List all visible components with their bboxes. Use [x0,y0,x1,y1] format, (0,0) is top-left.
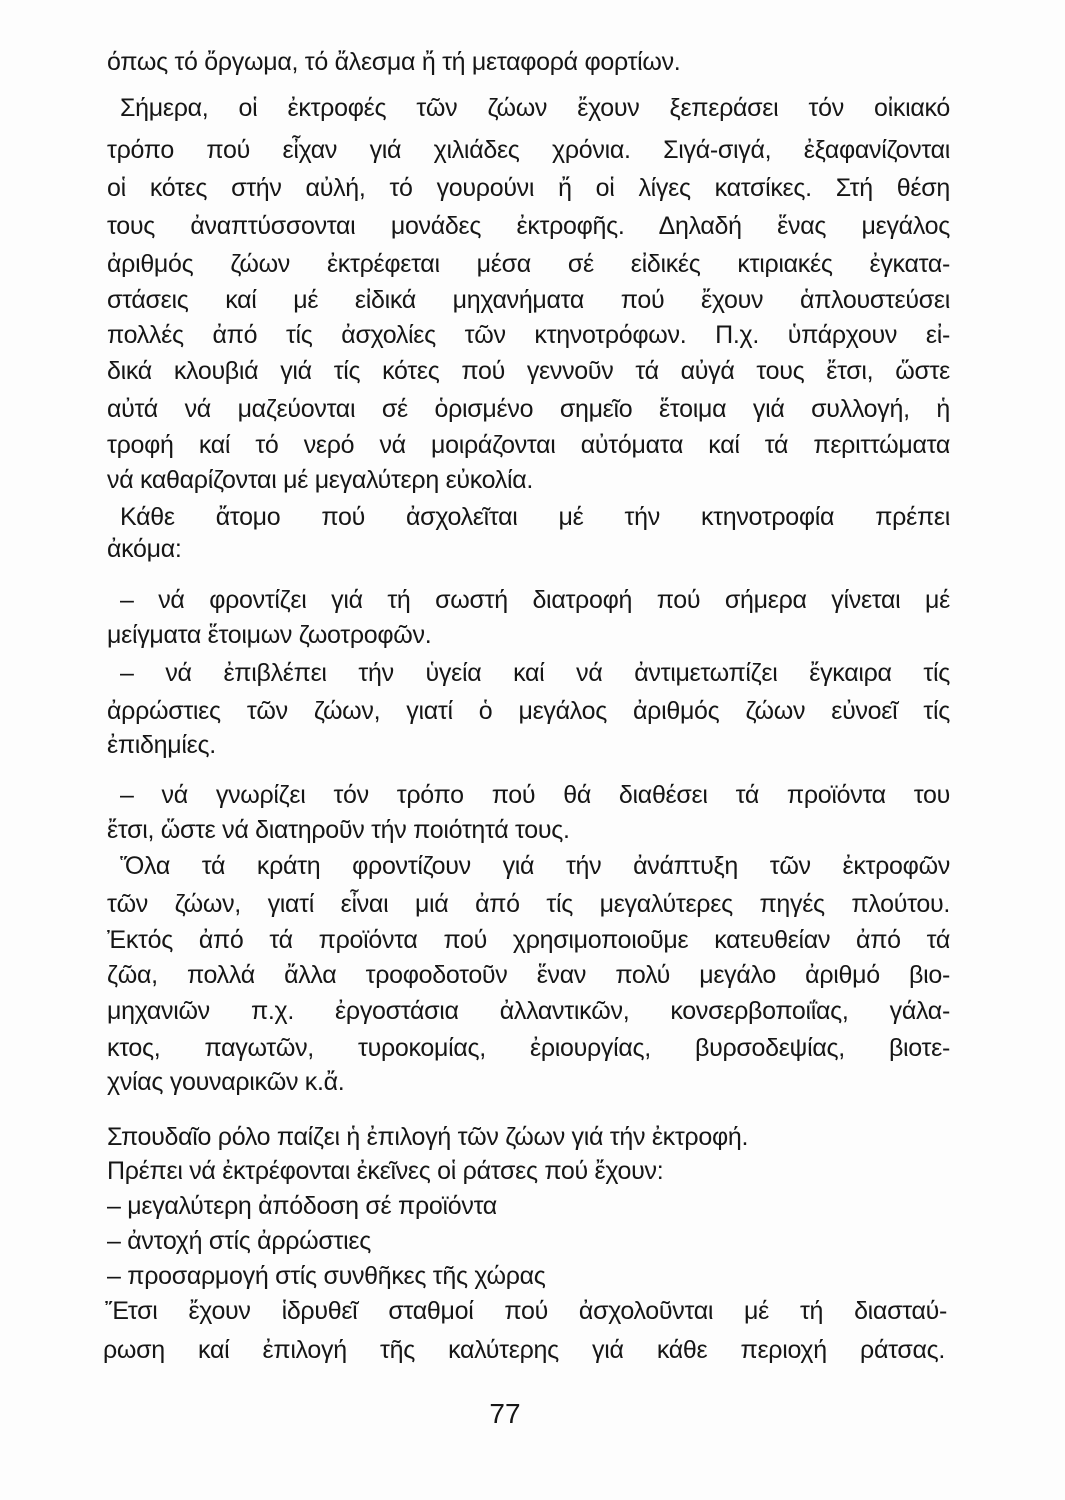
text-line: μηχανιῶν π.χ. ἐργοστάσια ἀλλαντικῶν, κονσερβοποιΐας, γάλα- [107,997,950,1025]
paragraph-start: Σήμερα, οἱ ἐκτροφές τῶν ζώων ἔχουν ξεπεράσει τόν οἰκιακό [120,94,950,122]
text-line: στάσεις καί μέ εἰδικά μηχανήματα πού ἔχουν ἁπλουστεύσει [107,286,950,314]
text-line: κτος, παγωτῶν, τυροκομίας, ἐριουργίας, βυρσοδεψίας, βιοτε- [107,1034,950,1062]
page-number: 77 [489,1398,521,1429]
text-line: ἔτσι, ὥστε νά διατηροῦν τήν ποιότητά τους. [107,816,570,844]
text-line: πολλές ἀπό τίς ἀσχολίες τῶν κτηνοτρόφων. Π.χ. ὑπάρχουν εἰ- [107,321,950,349]
paragraph-start: Ἔτσι ἔχουν ἱδρυθεῖ σταθμοί πού ἀσχολοῦνται μέ τή διασταύ- [105,1297,947,1325]
paragraph-start: Ὅλα τά κράτη φροντίζουν γιά τήν ἀνάπτυξη τῶν ἐκτροφῶν [120,852,950,880]
list-item: – μεγαλύτερη ἀπόδοση σέ προϊόντα [107,1192,497,1220]
text-line: χνίας γουναρικῶν κ.ἄ. [107,1068,345,1096]
paragraph-start: Σπουδαῖο ρόλο παίζει ἡ ἐπιλογή τῶν ζώων γιά τήν ἐκτροφή. [107,1123,749,1151]
list-item-start: – νά γνωρίζει τόν τρόπο πού θά διαθέσει τά προϊόντα του [120,781,950,809]
paragraph-start: Κάθε ἄτομο πού ἀσχολεῖται μέ τήν κτηνοτροφία πρέπει [120,503,950,531]
list-item-start: – νά φροντίζει γιά τή σωστή διατροφή πού σήμερα γίνεται μέ [120,586,950,614]
text-line: Πρέπει νά ἐκτρέφονται ἐκεῖνες οἱ ράτσες πού ἔχουν: [107,1157,664,1185]
text-line: τρόπο πού εἶχαν γιά χιλιάδες χρόνια. Σιγά-σιγά, ἐξαφανίζονται [107,136,950,164]
text-line: Ἐκτός ἀπό τά προϊόντα πού χρησιμοποιοῦμε κατευθείαν ἀπό τά [107,926,950,954]
text-line: δικά κλουβιά γιά τίς κότες πού γεννοῦν τά αὐγά τους ἔτσι, ὥστε [107,357,950,385]
text-line: αὐτά νά μαζεύονται σέ ὁρισμένο σημεῖο ἕτοιμα γιά συλλογή, ἡ [107,395,950,423]
text-line: τῶν ζώων, γιατί εἶναι μιά ἀπό τίς μεγαλύτερες πηγές πλούτου. [107,890,950,918]
text-line: νά καθαρίζονται μέ μεγαλύτερη εὐκολία. [107,466,534,494]
text-line: μείγματα ἕτοιμων ζωοτροφῶν. [107,621,432,649]
list-item: – προσαρμογή στίς συνθῆκες τῆς χώρας [107,1262,546,1290]
text-line: ἀρρώστιες τῶν ζώων, γιατί ὁ μεγάλος ἀριθμός ζώων εὐνοεῖ τίς [107,697,950,725]
text-line: όπως τό ὄργωμα, τό ἄλεσμα ἤ τή μεταφορά φορτίων. [107,48,681,76]
text-line: ἀριθμός ζώων ἐκτρέφεται μέσα σέ εἰδικές κτιριακές ἐγκατα- [107,250,950,278]
text-line: ζῶα, πολλά ἄλλα τροφοδοτοῦν ἕναν πολύ μεγάλο ἀριθμό βιο- [107,961,950,989]
text-line: οἱ κότες στήν αὐλή, τό γουρούνι ἤ οἱ λίγες κατσίκες. Στή θέση [107,174,950,202]
text-line: ἐπιδημίες. [107,731,216,759]
list-item-start: – νά ἐπιβλέπει τήν ὑγεία καί νά ἀντιμετωπίζει ἔγκαιρα τίς [120,659,950,687]
text-line: τους ἀναπτύσσονται μονάδες ἐκτροφῆς. Δηλαδή ἕνας μεγάλος [107,212,950,240]
text-line: ἀκόμα: [107,535,182,563]
list-item: – ἀντοχή στίς ἀρρώστιες [107,1227,371,1255]
text-line: τροφή καί τό νερό νά μοιράζονται αὐτόματα καί τά περιττώματα [107,431,950,459]
text-line: ρωση καί ἐπιλογή τῆς καλύτερης γιά κάθε περιοχή ράτσας. [103,1336,945,1364]
